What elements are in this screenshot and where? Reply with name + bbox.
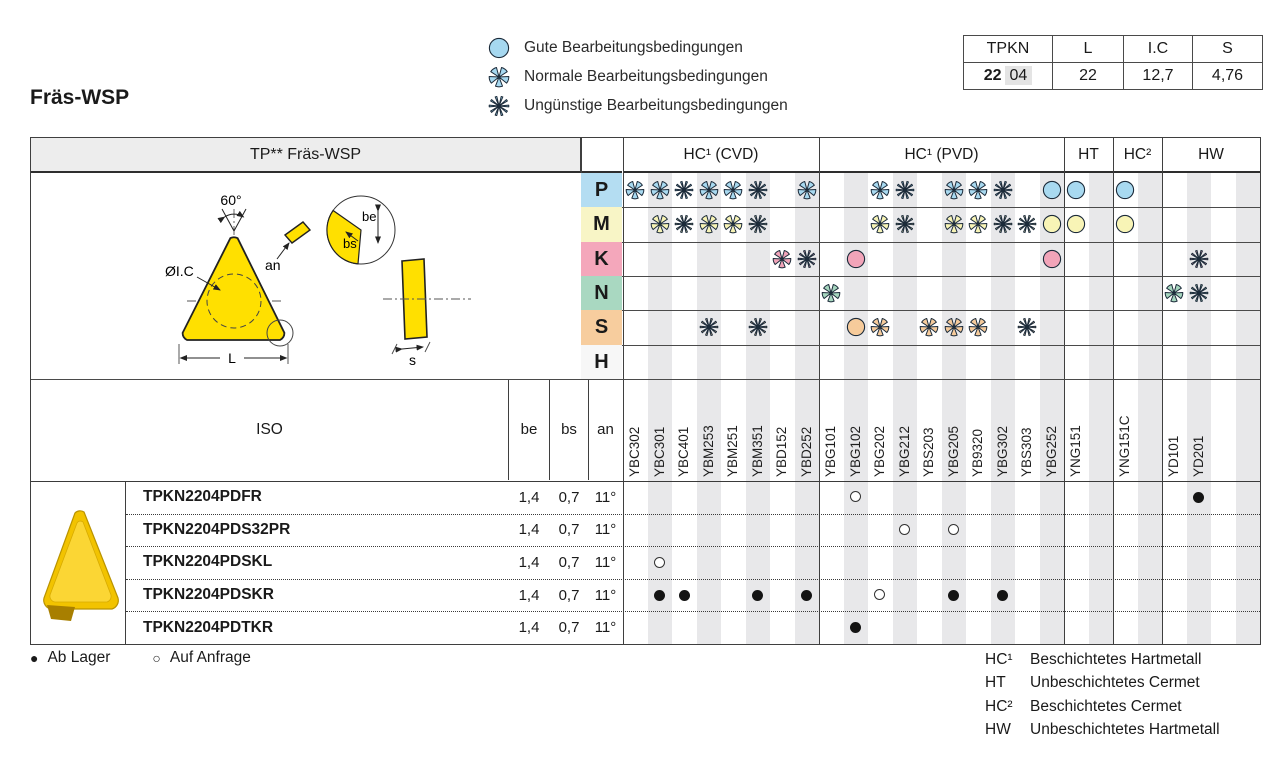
availability-dot-open [899, 524, 910, 535]
column-label: YNG151 [1068, 425, 1084, 477]
material-def: Unbeschichtetes Hartmetall [1030, 721, 1220, 739]
spec-header-l: L [1053, 36, 1124, 63]
legend-label: Normale Bearbeitungsbedingungen [524, 67, 768, 85]
tpkn-size-main: 22 [983, 67, 1002, 84]
dimension-spec-table [963, 35, 1263, 90]
good-conditions-icon [488, 37, 510, 59]
spec-value-l: 22 [1053, 63, 1124, 90]
condition-icon-unfavorable [895, 214, 915, 234]
column-label: YD101 [1166, 435, 1182, 477]
condition-icon-good [846, 249, 866, 269]
condition-icon-unfavorable [1017, 317, 1037, 337]
spec-header-ic: I.C [1124, 36, 1193, 63]
product-bs: 0,7 [558, 488, 580, 506]
column-label: YB9320 [970, 428, 986, 477]
availability-legend [30, 649, 293, 667]
condition-icon-good [846, 317, 866, 337]
spec-value-tpkn [964, 63, 1053, 90]
class-row-divider [581, 310, 1260, 311]
spec-value-ic: 12,7 [1124, 63, 1193, 90]
column-label: YBD152 [774, 426, 790, 477]
material-row [985, 672, 1220, 696]
condition-icon-normal [650, 214, 670, 234]
product-be: 1,4 [518, 586, 540, 604]
inscribed-circle-label: ØI.C [165, 263, 194, 279]
condition-icon-good [1115, 180, 1135, 200]
condition-icon-unfavorable [895, 180, 915, 200]
class-badge-m: M [581, 207, 622, 241]
group-header-hc2: HC² [1113, 138, 1162, 173]
column-label: YBG205 [945, 425, 961, 477]
product-be: 1,4 [518, 521, 540, 539]
open-dot-icon: ○ [152, 650, 161, 666]
availability-dot-open [948, 524, 959, 535]
condition-icon-normal [968, 317, 988, 337]
condition-icon-normal [968, 180, 988, 200]
unfavorable-conditions-icon [488, 95, 510, 117]
legend-row-normal [488, 62, 788, 91]
availability-dot-filled [654, 590, 665, 601]
availability-label-stock: Ab Lager [47, 649, 111, 666]
condition-icon-unfavorable [674, 180, 694, 200]
condition-icon-normal [821, 283, 841, 303]
edge-land-label: be [362, 209, 377, 224]
availability-dot-filled [997, 590, 1008, 601]
condition-icon-normal [944, 317, 964, 337]
product-an: 11° [594, 586, 617, 604]
condition-icon-normal [625, 180, 645, 200]
column-label: YBG252 [1043, 425, 1059, 477]
page-title: Fräs-WSP [30, 86, 130, 109]
product-name: TPKN2204PDFR [143, 488, 262, 506]
condition-icon-normal [919, 317, 939, 337]
condition-icon-normal [699, 214, 719, 234]
spec-header-s: S [1193, 36, 1263, 63]
material-term: HT [985, 674, 1006, 692]
group-header-hc1-pvd: HC¹ (PVD) [819, 138, 1064, 173]
condition-icon-normal [870, 214, 890, 234]
column-label: YBC302 [627, 426, 643, 477]
column-label: YBD252 [798, 426, 814, 477]
condition-icon-good [1042, 214, 1062, 234]
condition-icon-normal [797, 180, 817, 200]
condition-icon-normal [944, 214, 964, 234]
condition-icon-good [1042, 180, 1062, 200]
column-label: YBC301 [651, 426, 667, 477]
legend-row-good [488, 33, 788, 62]
availability-dot-filled [752, 590, 763, 601]
class-badge-k: K [581, 242, 622, 276]
condition-icon-unfavorable [748, 214, 768, 234]
condition-icon-normal [870, 317, 890, 337]
condition-icon-unfavorable [674, 214, 694, 234]
condition-icon-good [1066, 214, 1086, 234]
availability-dot-filled [948, 590, 959, 601]
wiper-edge-label: bs [343, 236, 357, 251]
column-label: YBS303 [1019, 427, 1035, 477]
grades-grid [31, 138, 1260, 644]
column-label: YBG101 [823, 425, 839, 477]
material-row [985, 719, 1220, 743]
length-label: L [228, 350, 236, 366]
condition-icon-unfavorable [748, 180, 768, 200]
spec-header-tpkn: TPKN [964, 36, 1053, 63]
column-label: YBG102 [847, 425, 863, 477]
product-an: 11° [594, 553, 617, 571]
availability-dot-open [850, 491, 861, 502]
product-name: TPKN2204PDTKR [143, 618, 274, 636]
class-row-divider [581, 276, 1260, 277]
class-badge-h: H [581, 345, 622, 379]
condition-icon-unfavorable [699, 317, 719, 337]
product-bs: 0,7 [558, 619, 580, 637]
condition-icon-normal [650, 180, 670, 200]
product-name: TPKN2204PDSKR [143, 586, 274, 604]
material-def: Unbeschichtetes Cermet [1030, 674, 1200, 692]
group-header-ht: HT [1064, 138, 1113, 173]
material-row [985, 648, 1220, 672]
grades-matrix-table [30, 137, 1261, 645]
availability-dot-filled [801, 590, 812, 601]
class-row-divider [581, 242, 1260, 243]
product-an: 11° [594, 488, 617, 506]
availability-dot-open [654, 557, 665, 568]
column-label: YBG202 [872, 425, 888, 477]
tpkn-size-sub: 04 [1005, 66, 1033, 85]
material-term: HC¹ [985, 650, 1013, 668]
column-label: YBG302 [994, 425, 1010, 477]
legend-label: Ungünstige Bearbeitungsbedingungen [524, 96, 788, 114]
thickness-label: s [409, 352, 416, 368]
be-column-header: be [509, 379, 550, 480]
product-bs: 0,7 [558, 553, 580, 571]
availability-label-request: Auf Anfrage [169, 649, 251, 666]
column-label: YBS203 [921, 427, 937, 477]
product-name: TPKN2204PDS32PR [143, 520, 291, 538]
availability-dot-open [874, 589, 885, 600]
clearance-angle-label: an [265, 257, 281, 273]
material-term: HW [985, 721, 1011, 739]
material-legend [985, 648, 1220, 742]
product-be: 1,4 [518, 553, 540, 571]
bs-column-header: bs [550, 379, 589, 480]
iso-column-header: ISO [31, 379, 509, 480]
material-term: HC² [985, 697, 1013, 715]
group-header-hw: HW [1162, 138, 1260, 173]
condition-icon-good [1042, 249, 1062, 269]
grid-stripe [1089, 173, 1114, 644]
product-an: 11° [594, 521, 617, 539]
material-def: Beschichtetes Cermet [1030, 697, 1182, 715]
legend-row-unfavorable [488, 91, 788, 120]
column-label: YBC401 [676, 426, 692, 477]
condition-icon-unfavorable [1017, 214, 1037, 234]
condition-icon-normal [699, 180, 719, 200]
product-bs: 0,7 [558, 521, 580, 539]
table-title-cell: TP** Fräs-WSP [31, 138, 581, 173]
angle-label: 60° [220, 192, 242, 208]
material-def: Beschichtetes Hartmetall [1030, 650, 1202, 668]
condition-icon-normal [723, 180, 743, 200]
condition-icon-unfavorable [797, 249, 817, 269]
column-label: YNG151C [1117, 415, 1133, 477]
an-column-header: an [597, 421, 614, 438]
product-name: TPKN2204PDSKL [143, 553, 273, 571]
condition-icon-unfavorable [1189, 283, 1209, 303]
normal-conditions-icon [488, 66, 510, 88]
condition-icon-normal [870, 180, 890, 200]
grid-stripe [1138, 173, 1163, 644]
class-badge-p: P [581, 173, 622, 207]
spec-value-s: 4,76 [1193, 63, 1263, 90]
product-an: 11° [594, 619, 617, 637]
availability-dot-filled [1193, 492, 1204, 503]
condition-icon-unfavorable [993, 180, 1013, 200]
material-row [985, 695, 1220, 719]
condition-icon-normal [1164, 283, 1184, 303]
legend-label: Gute Bearbeitungsbedingungen [524, 38, 743, 56]
condition-icon-good [1115, 214, 1135, 234]
class-row-divider [581, 345, 1260, 346]
conditions-legend [488, 33, 788, 120]
grid-stripe [1236, 173, 1261, 644]
column-label: YD201 [1190, 435, 1206, 477]
product-be: 1,4 [518, 619, 540, 637]
condition-icon-normal [772, 249, 792, 269]
condition-icon-normal [723, 214, 743, 234]
class-row-divider [581, 207, 1260, 208]
condition-icon-unfavorable [748, 317, 768, 337]
column-label: YBM351 [749, 425, 765, 477]
class-badge-s: S [581, 310, 622, 344]
column-label: YBM253 [700, 425, 716, 477]
condition-icon-good [1066, 180, 1086, 200]
condition-icon-normal [968, 214, 988, 234]
condition-icon-unfavorable [1189, 249, 1209, 269]
column-label: YBM251 [725, 425, 741, 477]
product-be: 1,4 [518, 488, 540, 506]
product-bs: 0,7 [558, 586, 580, 604]
column-label: YBG212 [896, 425, 912, 477]
availability-dot-filled [679, 590, 690, 601]
filled-dot-icon: ● [30, 650, 39, 666]
group-header-hc1-cvd: HC¹ (CVD) [623, 138, 819, 173]
class-badge-n: N [581, 276, 622, 310]
labels-top-line [31, 379, 1260, 380]
condition-icon-normal [944, 180, 964, 200]
condition-icon-unfavorable [993, 214, 1013, 234]
